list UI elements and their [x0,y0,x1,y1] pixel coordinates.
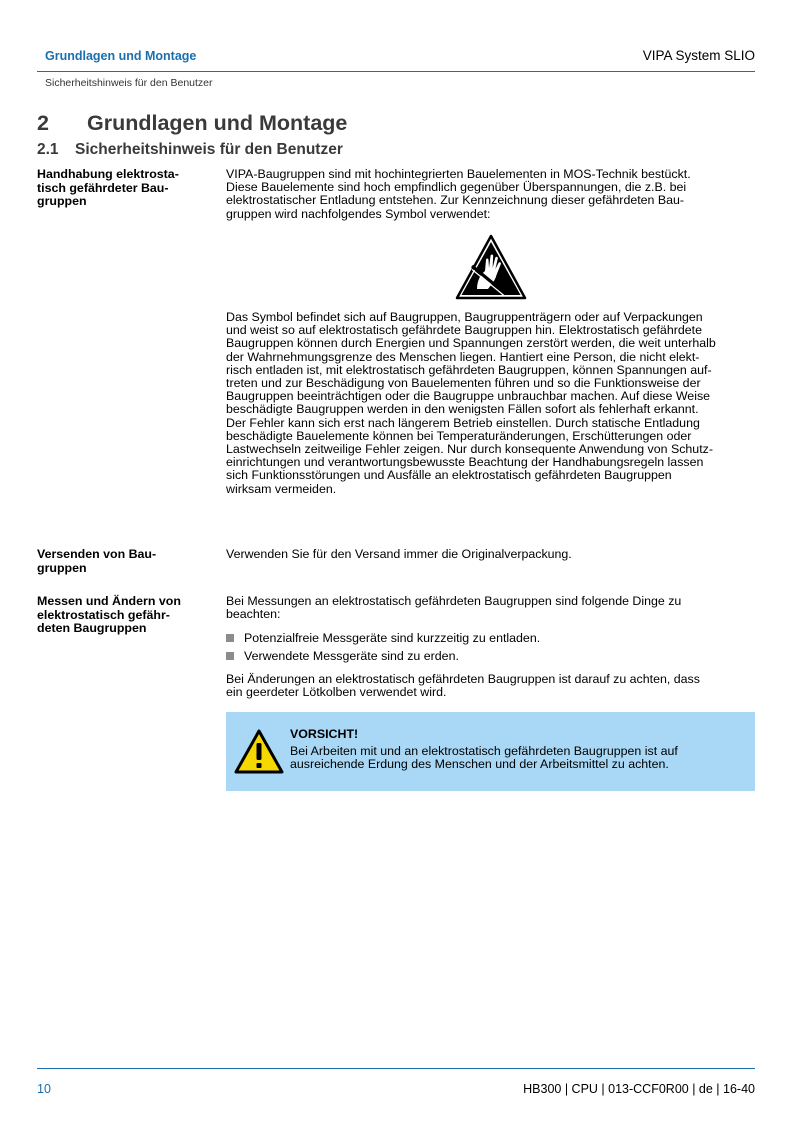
margin-line: Handhabung elektrosta- [37,167,179,181]
margin-heading-handling [37,168,207,209]
margin-line: gruppen [37,560,87,575]
text-line: wirksam vermeiden. [226,481,337,496]
caution-title: VORSICHT! [290,727,359,741]
section-number: 2.1 [37,141,59,158]
margin-heading-measuring [37,595,207,636]
text-line: und weist so auf elektrostatisch gefährdete Baugruppen hin. Elektrostatisch gefährdete [226,323,702,338]
esd-warning-icon [455,234,527,300]
section-title-text: Sicherheitshinweis für den Benutzer [75,141,343,158]
handling-intro-paragraph [226,168,756,221]
text-line: risch entladen ist, mit elektrostatisch gefährdeten Baugruppen, können Spannungen auf- [226,362,712,377]
section-title [37,141,343,159]
text-line: ausreichende Erdung des Menschen und der Arbeitsmittel zu achten. [290,757,669,772]
measuring-intro-paragraph [226,595,756,621]
bullet-text: Potenzialfreie Messgeräte sind kurzzeitig zu entladen. [244,631,541,645]
text-line: ein geerdeter Lötkolben verwendet wird. [226,685,447,700]
text-line: sich Funktionsstörungen und Ausfälle an elektrostatisch gefährdeten Baugruppen [226,468,672,483]
text-line: Der Fehler kann sich erst nach längerem Betrieb einstellen. Durch statische Entladung [226,415,700,430]
text-line: gruppen wird nachfolgendes Symbol verwendet: [226,206,491,221]
bullet-text: Verwendete Messgeräte sind zu erden. [244,649,459,663]
page-number: 10 [37,1082,51,1096]
header-product: VIPA System SLIO [642,48,755,63]
text-line: einrichtungen und verantwortungsbewusste Beachtung der Handhabungsregeln lassen [226,455,704,470]
text-line: Lastwechseln zeitweilige Fehler zeigen. Nur durch konsequente Anwendung von Schutz- [226,442,713,457]
measuring-change-paragraph [226,673,756,699]
document-reference: HB300 | CPU | 013-CCF0R00 | de | 16-40 [523,1082,755,1096]
header-subsection: Sicherheitshinweis für den Benutzer [45,77,213,89]
header-chapter: Grundlagen und Montage [45,49,197,63]
warning-triangle-icon [234,729,284,774]
footer-rule [37,1068,755,1069]
margin-line: elektrostatisch gefähr- [37,607,170,622]
text-line: Bei Messungen an elektrostatisch gefährdeten Baugruppen sind folgende Dinge zu [226,594,682,608]
text-line: treten und zur Beschädigung von Bauelementen führen und so die Funktionsweise der [226,376,701,391]
text-line: Das Symbol befindet sich auf Baugruppen, Baugruppenträgern oder auf Verpackungen [226,310,703,324]
bullet-item [226,632,756,646]
text-line: Baugruppen beeinträchtigen oder die Baugruppe unbrauchbar machen. Auf diese Weise [226,389,711,404]
text-line: Bei Änderungen an elektrostatisch gefährdeten Baugruppen ist darauf zu achten, dass [226,672,700,686]
text-line: Bei Arbeiten mit und an elektrostatisch gefährdeten Baugruppen ist auf [290,744,678,758]
text-line: beschädigte Baugruppen werden in den wenigsten Fällen sofort als fehlerhaft erkannt. [226,402,699,417]
margin-line: Messen und Ändern von [37,594,181,608]
bullet-item [226,650,756,664]
margin-line: tisch gefährdeter Bau- [37,180,169,195]
bullet-square-icon [226,652,234,660]
text-line: beachten: [226,607,281,622]
margin-line: gruppen [37,194,87,208]
chapter-title [37,111,347,136]
handling-detail-paragraph [226,311,756,496]
text-line: VIPA-Baugruppen sind mit hochintegrierten Bauelementen in MOS-Technik bestückt. [226,167,691,181]
shipping-paragraph: Verwenden Sie für den Versand immer die Originalverpackung. [226,547,572,561]
text-line: elektrostatischer Entladung entstehen. Zur Kennzeichnung dieser gefährdeten Bau- [226,193,685,208]
chapter-number: 2 [37,111,49,135]
margin-line: Versenden von Bau- [37,547,157,561]
text-line: der Wahrnehmungsgrenze des Menschen liegen. Hantiert eine Person, die nicht elekt- [226,349,700,364]
caution-text [290,745,750,772]
margin-line: deten Baugruppen [37,621,147,635]
text-line: Baugruppen können durch Energien und Spannungen zerstört werden, die weit unterhalb [226,336,716,351]
text-line: Diese Bauelemente sind hoch empfindlich gegenüber Überspannungen, die z.B. bei [226,180,687,195]
margin-heading-shipping [37,548,207,575]
bullet-square-icon [226,634,234,642]
text-line: beschädigte Bauelemente können bei Temperaturänderungen, Erschütterungen oder [226,428,692,443]
header-rule [37,71,755,72]
chapter-title-text: Grundlagen und Montage [87,111,348,135]
